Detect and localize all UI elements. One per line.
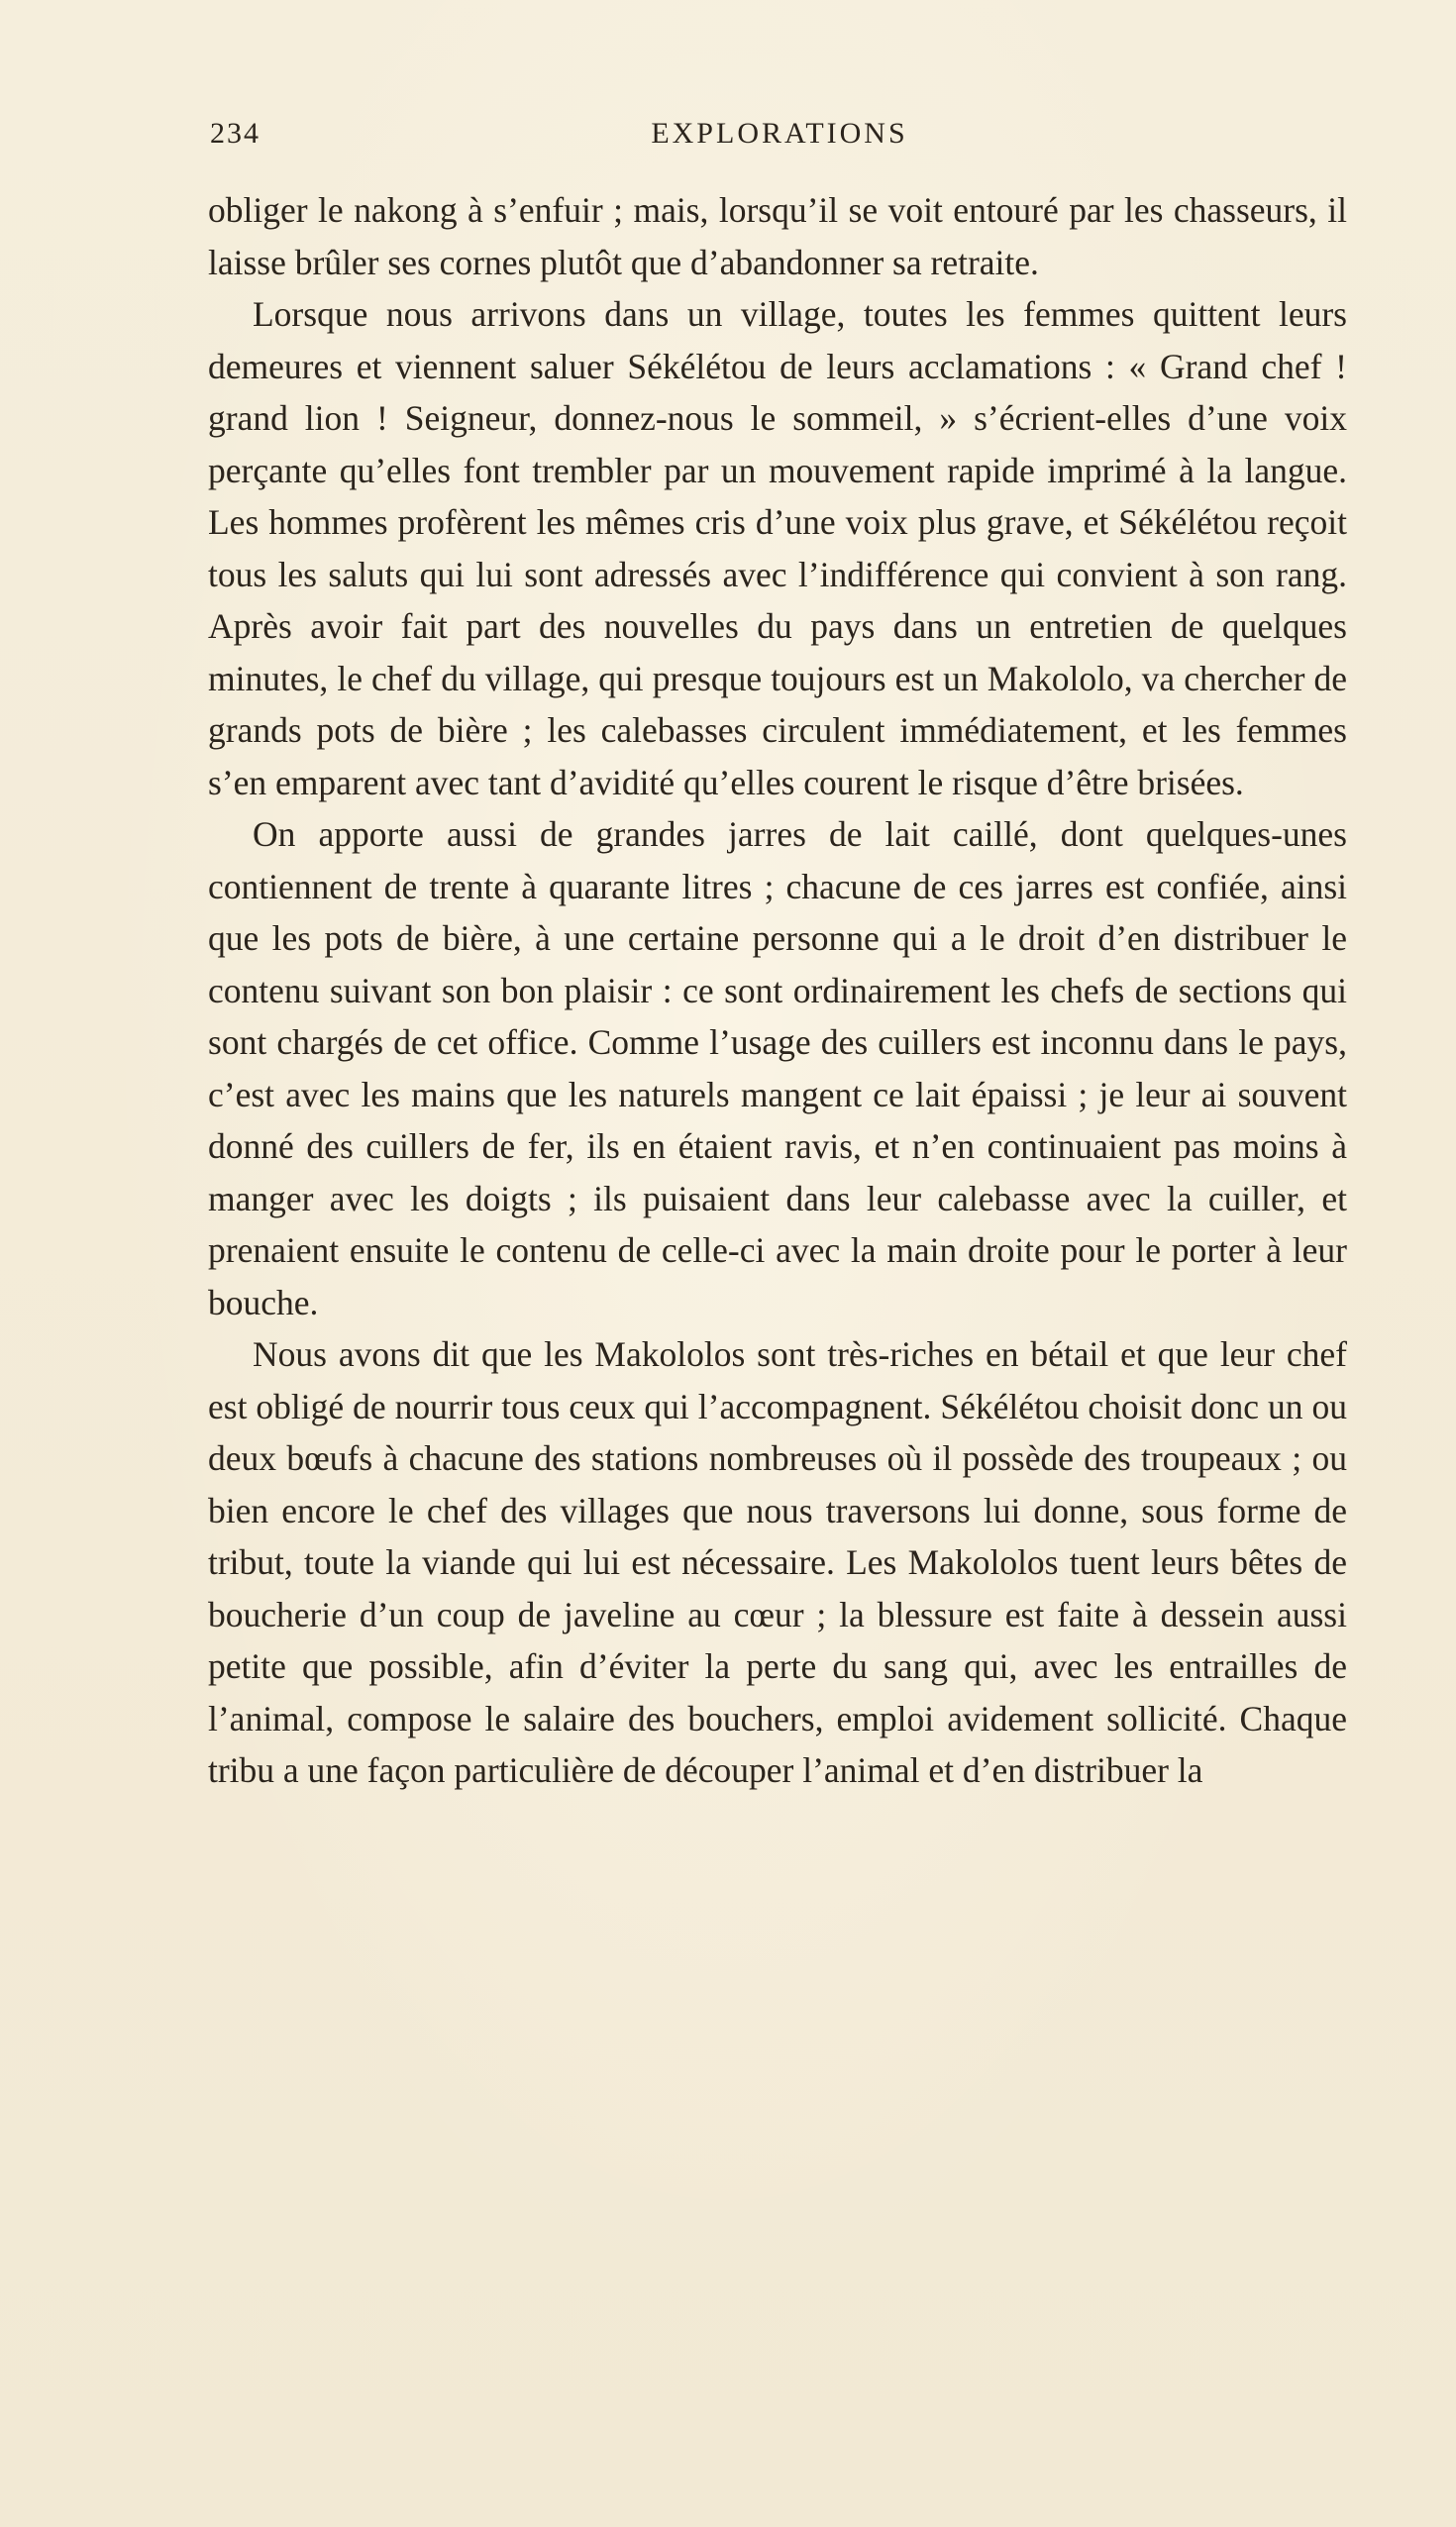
paragraph-village-greeting: Lorsque nous arrivons dans un village, toutes les femmes quittent leurs demeures et viennent saluer Sékélétou de leurs acclamations : « Grand chef ! grand lion ! Seigneur, donnez-nous le sommeil, » s’écrient-elles d’une voix perçante qu’elles font trembler par un mouvement rapide imprimé à la langue. Les hommes profèrent les mêmes cris d’une voix plus grave, et Sékélétou reçoit tous les saluts qui lui sont adressés avec l’indifférence qui convient à son rang. Après avoir fait part des nouvelles du pays dans un entretien de quelques minutes, le chef du village, qui presque toujours est un Makololo, va chercher de grands pots de bière ; les calebasses circulent immédiatement, et les femmes s’en emparent avec tant d’avidité qu’elles courent le risque d’être brisées. bbox=[208, 294, 1347, 802]
page-header bbox=[210, 117, 1349, 157]
running-title: EXPLORATIONS bbox=[651, 117, 908, 150]
paragraph-continued: obliger le nakong à s’enfuir ; mais, lorsqu’il se voit entouré par les chasseurs, il laisse brûler ses cornes plutôt que d’abandonner sa retraite. bbox=[208, 190, 1347, 282]
body-text bbox=[208, 184, 1347, 1797]
page-number: 234 bbox=[210, 117, 260, 150]
paragraph-cattle: Nous avons dit que les Makololos sont très-riches en bétail et que leur chef est obligé de nourrir tous ceux qui l’accompagnent. Sékélétou choisit donc un ou deux bœufs à chacune des stations nombreuses où il possède des troupeaux ; ou bien encore le chef des villages que nous traversons lui donne, sous forme de tribut, toute la viande qui lui est nécessaire. Les Makololos tuent leurs bêtes de boucherie d’un coup de javeline au cœur ; la blessure est faite à dessein aussi petite que possible, afin d’éviter la perte du sang qui, avec les entrailles de l’animal, compose le salaire des bouchers, emploi avidement sollicité. Chaque tribu a une façon particulière de découper l’animal et d’en distribuer la bbox=[208, 1334, 1347, 1790]
paragraph-curdled-milk: On apporte aussi de grandes jarres de lait caillé, dont quelques-unes contiennent de trente à quarante litres ; chacune de ces jarres est confiée, ainsi que les pots de bière, à une certaine personne qui a le droit d’en distribuer le contenu suivant son bon plaisir : ce sont ordinairement les chefs de sections qui sont chargés de cet office. Comme l’usage des cuillers est inconnu dans le pays, c’est avec les mains que les naturels mangent ce lait épaissi ; je leur ai souvent donné des cuillers de fer, ils en étaient ravis, et n’en continuaient pas moins à manger avec les doigts ; ils puisaient dans leur calebasse avec la cuiller, et prenaient ensuite le contenu de celle-ci avec la main droite pour le porter à leur bouche. bbox=[208, 814, 1347, 1322]
